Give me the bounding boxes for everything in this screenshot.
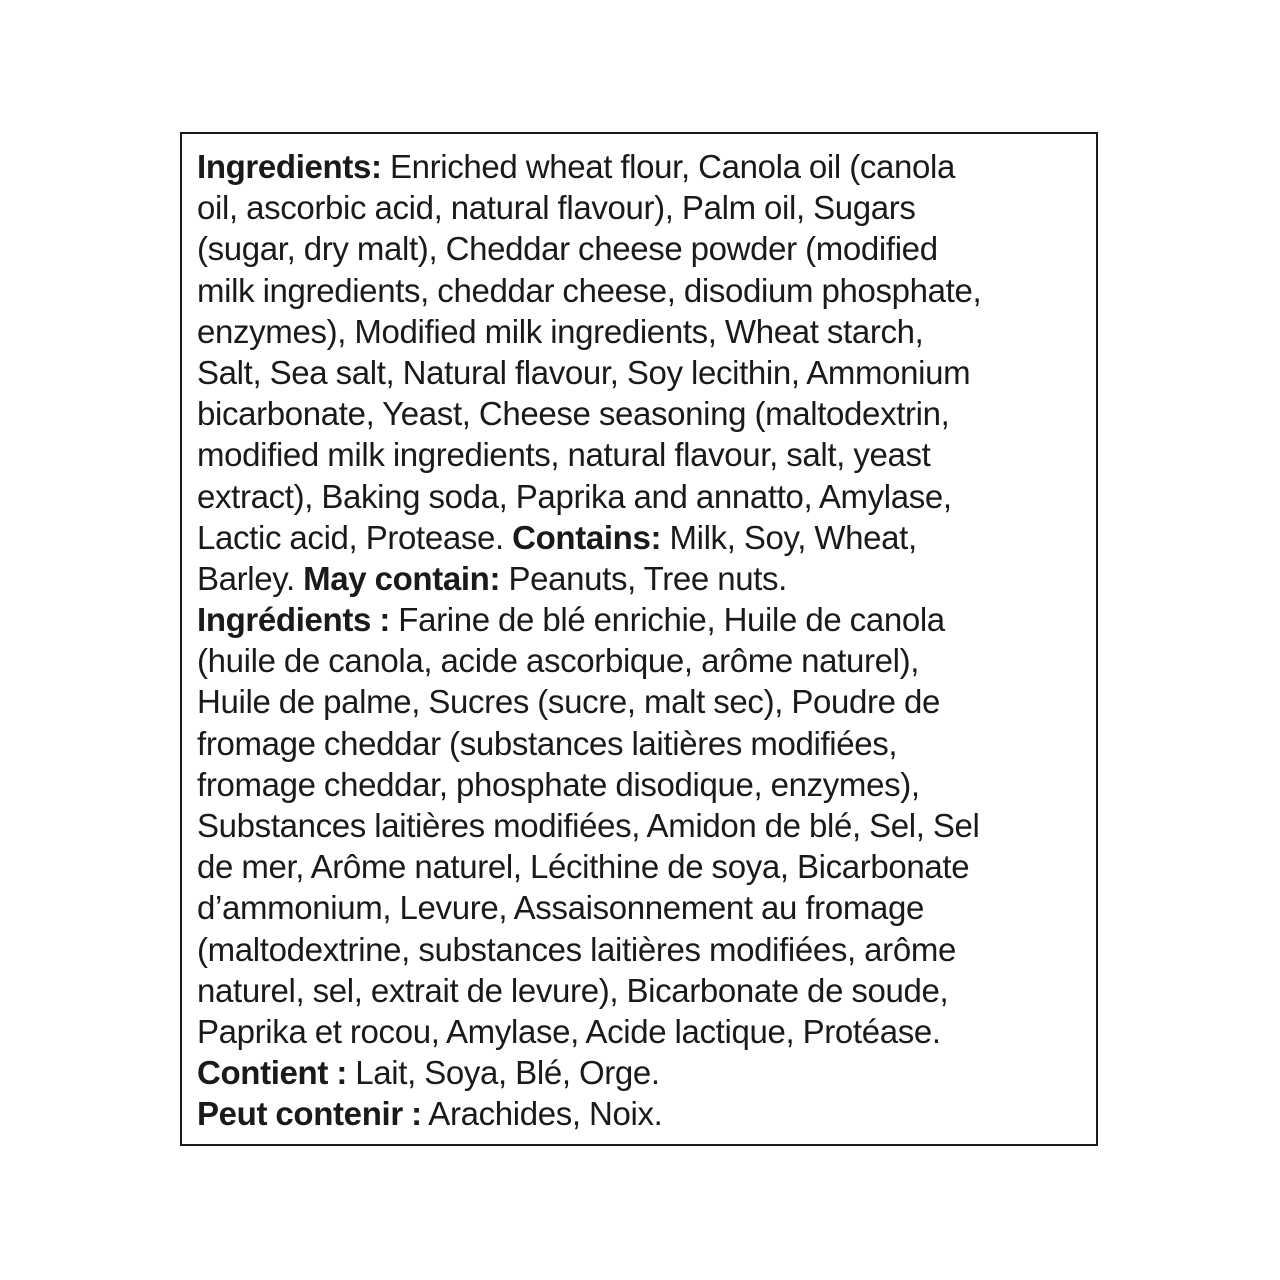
line-text: milk ingredients, cheddar cheese, disodium phosphate,	[197, 271, 982, 309]
ingredients-line	[197, 311, 1087, 352]
line-text: modified milk ingredients, natural flavour, salt, yeast	[197, 436, 931, 474]
ingredients-line	[197, 187, 1087, 228]
line-text: (huile de canola, acide ascorbique, arôme naturel),	[197, 642, 920, 680]
ingredients-text	[197, 146, 1087, 1135]
ingredients-line	[197, 434, 1087, 475]
line-text: bicarbonate, Yeast, Cheese seasoning (maltodextrin,	[197, 395, 950, 433]
line-text: Lactic acid, Protease.	[197, 518, 513, 556]
ingredients-line	[197, 558, 1087, 599]
ingredients-line	[197, 887, 1087, 928]
ingredients-line	[197, 723, 1087, 764]
line-text: naturel, sel, extrait de levure), Bicarbonate de soude,	[197, 971, 949, 1009]
ingredients-line	[197, 929, 1087, 970]
ingredients-line	[197, 1093, 1087, 1134]
line-text: de mer, Arôme naturel, Lécithine de soya, Bicarbonate	[197, 848, 970, 886]
bold-heading: Peut contenir :	[197, 1095, 422, 1133]
line-text: Farine de blé enrichie, Huile de canola	[389, 601, 945, 639]
line-text: oil, ascorbic acid, natural flavour), Palm oil, Sugars	[197, 189, 916, 227]
line-text: enzymes), Modified milk ingredients, Wheat starch,	[197, 312, 924, 350]
line-text: Substances laitières modifiées, Amidon de blé, Sel, Sel	[197, 807, 980, 844]
bold-heading: May contain:	[303, 559, 501, 597]
line-text: Lait, Soya, Blé, Orge.	[346, 1054, 660, 1092]
ingredients-line	[197, 1052, 1087, 1093]
line-text: Milk, Soy, Wheat,	[661, 518, 917, 556]
bold-heading: Contient :	[197, 1054, 347, 1092]
bold-heading: Contains:	[512, 518, 662, 556]
line-text: Peanuts, Tree nuts.	[500, 559, 787, 597]
line-text: Barley.	[197, 559, 304, 597]
ingredients-line	[197, 228, 1087, 269]
bold-heading: Ingrédients :	[197, 601, 390, 639]
line-text: (maltodextrine, substances laitières modifiées, arôme	[197, 930, 956, 968]
line-text: (sugar, dry malt), Cheddar cheese powder (modified	[197, 230, 938, 268]
line-text: Huile de palme, Sucres (sucre, malt sec), Poudre de	[197, 683, 940, 721]
line-text: Paprika et rocou, Amylase, Acide lactique, Protéase.	[197, 1012, 941, 1050]
ingredients-line	[197, 640, 1087, 681]
ingredients-line	[197, 1011, 1087, 1052]
ingredients-line	[197, 517, 1087, 558]
ingredients-line	[197, 146, 1087, 187]
line-text: d’ammonium, Levure, Assaisonnement au fromage	[197, 889, 924, 927]
ingredients-line	[197, 270, 1087, 311]
bold-heading: Ingredients:	[197, 148, 382, 185]
line-text: fromage cheddar (substances laitières modifiées,	[197, 724, 898, 762]
ingredients-line	[197, 352, 1087, 393]
ingredients-line	[197, 970, 1087, 1011]
line-text: Salt, Sea salt, Natural flavour, Soy lecithin, Ammonium	[197, 353, 971, 391]
line-text: extract), Baking soda, Paprika and annatto, Amylase,	[197, 477, 952, 515]
ingredients-line	[197, 393, 1087, 434]
line-text: fromage cheddar, phosphate disodique, enzymes),	[197, 765, 920, 803]
ingredients-line	[197, 599, 1087, 640]
ingredients-line	[197, 764, 1087, 805]
ingredients-line	[197, 846, 1087, 887]
ingredients-line	[197, 476, 1087, 517]
line-text: Arachides, Noix.	[421, 1095, 663, 1133]
ingredients-line	[197, 805, 1087, 846]
line-text: Enriched wheat flour, Canola oil (canola	[381, 148, 955, 185]
ingredients-line	[197, 681, 1087, 722]
